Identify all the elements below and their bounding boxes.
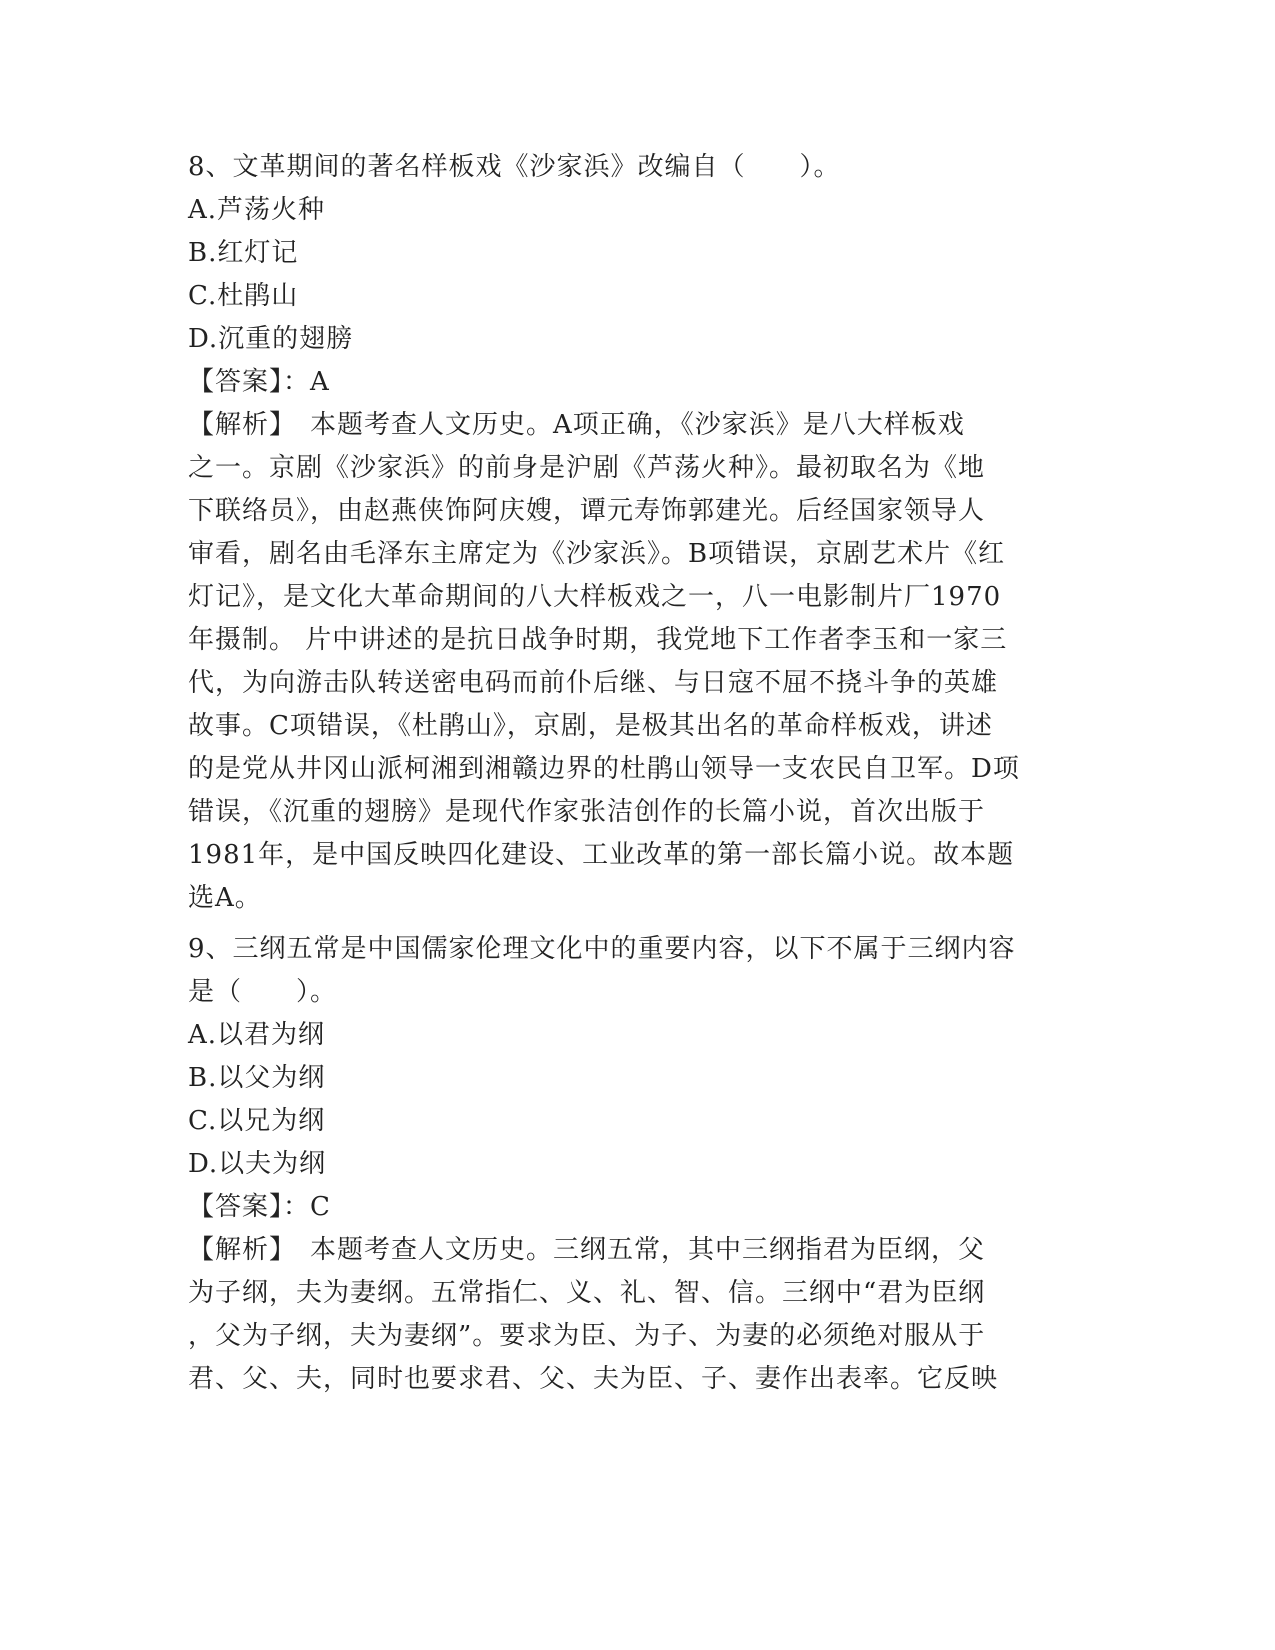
question-stem: 9、三纲五常是中国儒家伦理文化中的重要内容，以下不属于三纲内容 <box>188 934 1016 964</box>
answer-line: 【答案】：A <box>188 367 330 397</box>
question-gap <box>188 920 1088 928</box>
option-a: A.以君为纲 <box>188 1020 326 1050</box>
question-block <box>188 928 1088 1401</box>
explanation-line: 君、父、夫，同时也要求君、父、夫为臣、子、妻作出表率。它反映 <box>188 1364 999 1394</box>
explanation-line: 灯记》，是文化大革命期间的八大样板戏之一，八一电影制片厂1970 <box>188 582 1002 612</box>
explanation-line: ，父为子纲，夫为妻纲”。要求为臣、为子、为妻的必须绝对服从于 <box>188 1321 986 1351</box>
explanation-line: 的是党从井冈山派柯湘到湘赣边界的杜鹃山领导一支农民自卫军。D项 <box>188 754 1020 784</box>
explanation-line: 【解析】 本题考查人文历史。三纲五常，其中三纲指君为臣纲，父 <box>188 1235 986 1265</box>
explanation-line: 审看，剧名由毛泽东主席定为《沙家浜》。B项错误，京剧艺术片《红 <box>188 539 1006 569</box>
option-b: B.红灯记 <box>188 238 299 268</box>
explanation-line: 1981年，是中国反映四化建设、工业改革的第一部长篇小说。故本题 <box>188 840 1015 870</box>
option-d: D.以夫为纲 <box>188 1149 327 1179</box>
question-stem: 8、文革期间的著名样板戏《沙家浜》改编自（ ）。 <box>188 152 841 182</box>
answer-line: 【答案】：C <box>188 1192 331 1222</box>
option-b: B.以父为纲 <box>188 1063 326 1093</box>
explanation-line: 代，为向游击队转送密电码而前仆后继、与日寇不屈不挠斗争的英雄 <box>188 668 999 698</box>
explanation-line: 下联络员》，由赵燕侠饰阿庆嫂，谭元寿饰郭建光。后经国家领导人 <box>188 496 986 526</box>
explanation-line: 选A。 <box>188 883 262 913</box>
option-c: C.以兄为纲 <box>188 1106 326 1136</box>
explanation-line: 之一。京剧《沙家浜》的前身是沪剧《芦荡火种》。最初取名为《地 <box>188 453 986 483</box>
explanation-line: 年摄制。 片中讲述的是抗日战争时期，我党地下工作者李玉和一家三 <box>188 625 1008 655</box>
explanation-line: 故事。C项错误，《杜鹃山》，京剧，是极其出名的革命样板戏，讲述 <box>188 711 993 741</box>
question-block <box>188 146 1088 920</box>
option-c: C.杜鹃山 <box>188 281 299 311</box>
option-a: A.芦荡火种 <box>188 195 326 225</box>
explanation-line: 为子纲，夫为妻纲。五常指仁、义、礼、智、信。三纲中“君为臣纲 <box>188 1278 986 1308</box>
question-stem: 是（ ）。 <box>188 977 338 1007</box>
option-d: D.沉重的翅膀 <box>188 324 354 354</box>
explanation-line: 错误，《沉重的翅膀》是现代作家张洁创作的长篇小说，首次出版于 <box>188 797 986 827</box>
document-page <box>188 146 1088 1401</box>
explanation-line: 【解析】 本题考查人文历史。A项正确，《沙家浜》是八大样板戏 <box>188 410 965 440</box>
